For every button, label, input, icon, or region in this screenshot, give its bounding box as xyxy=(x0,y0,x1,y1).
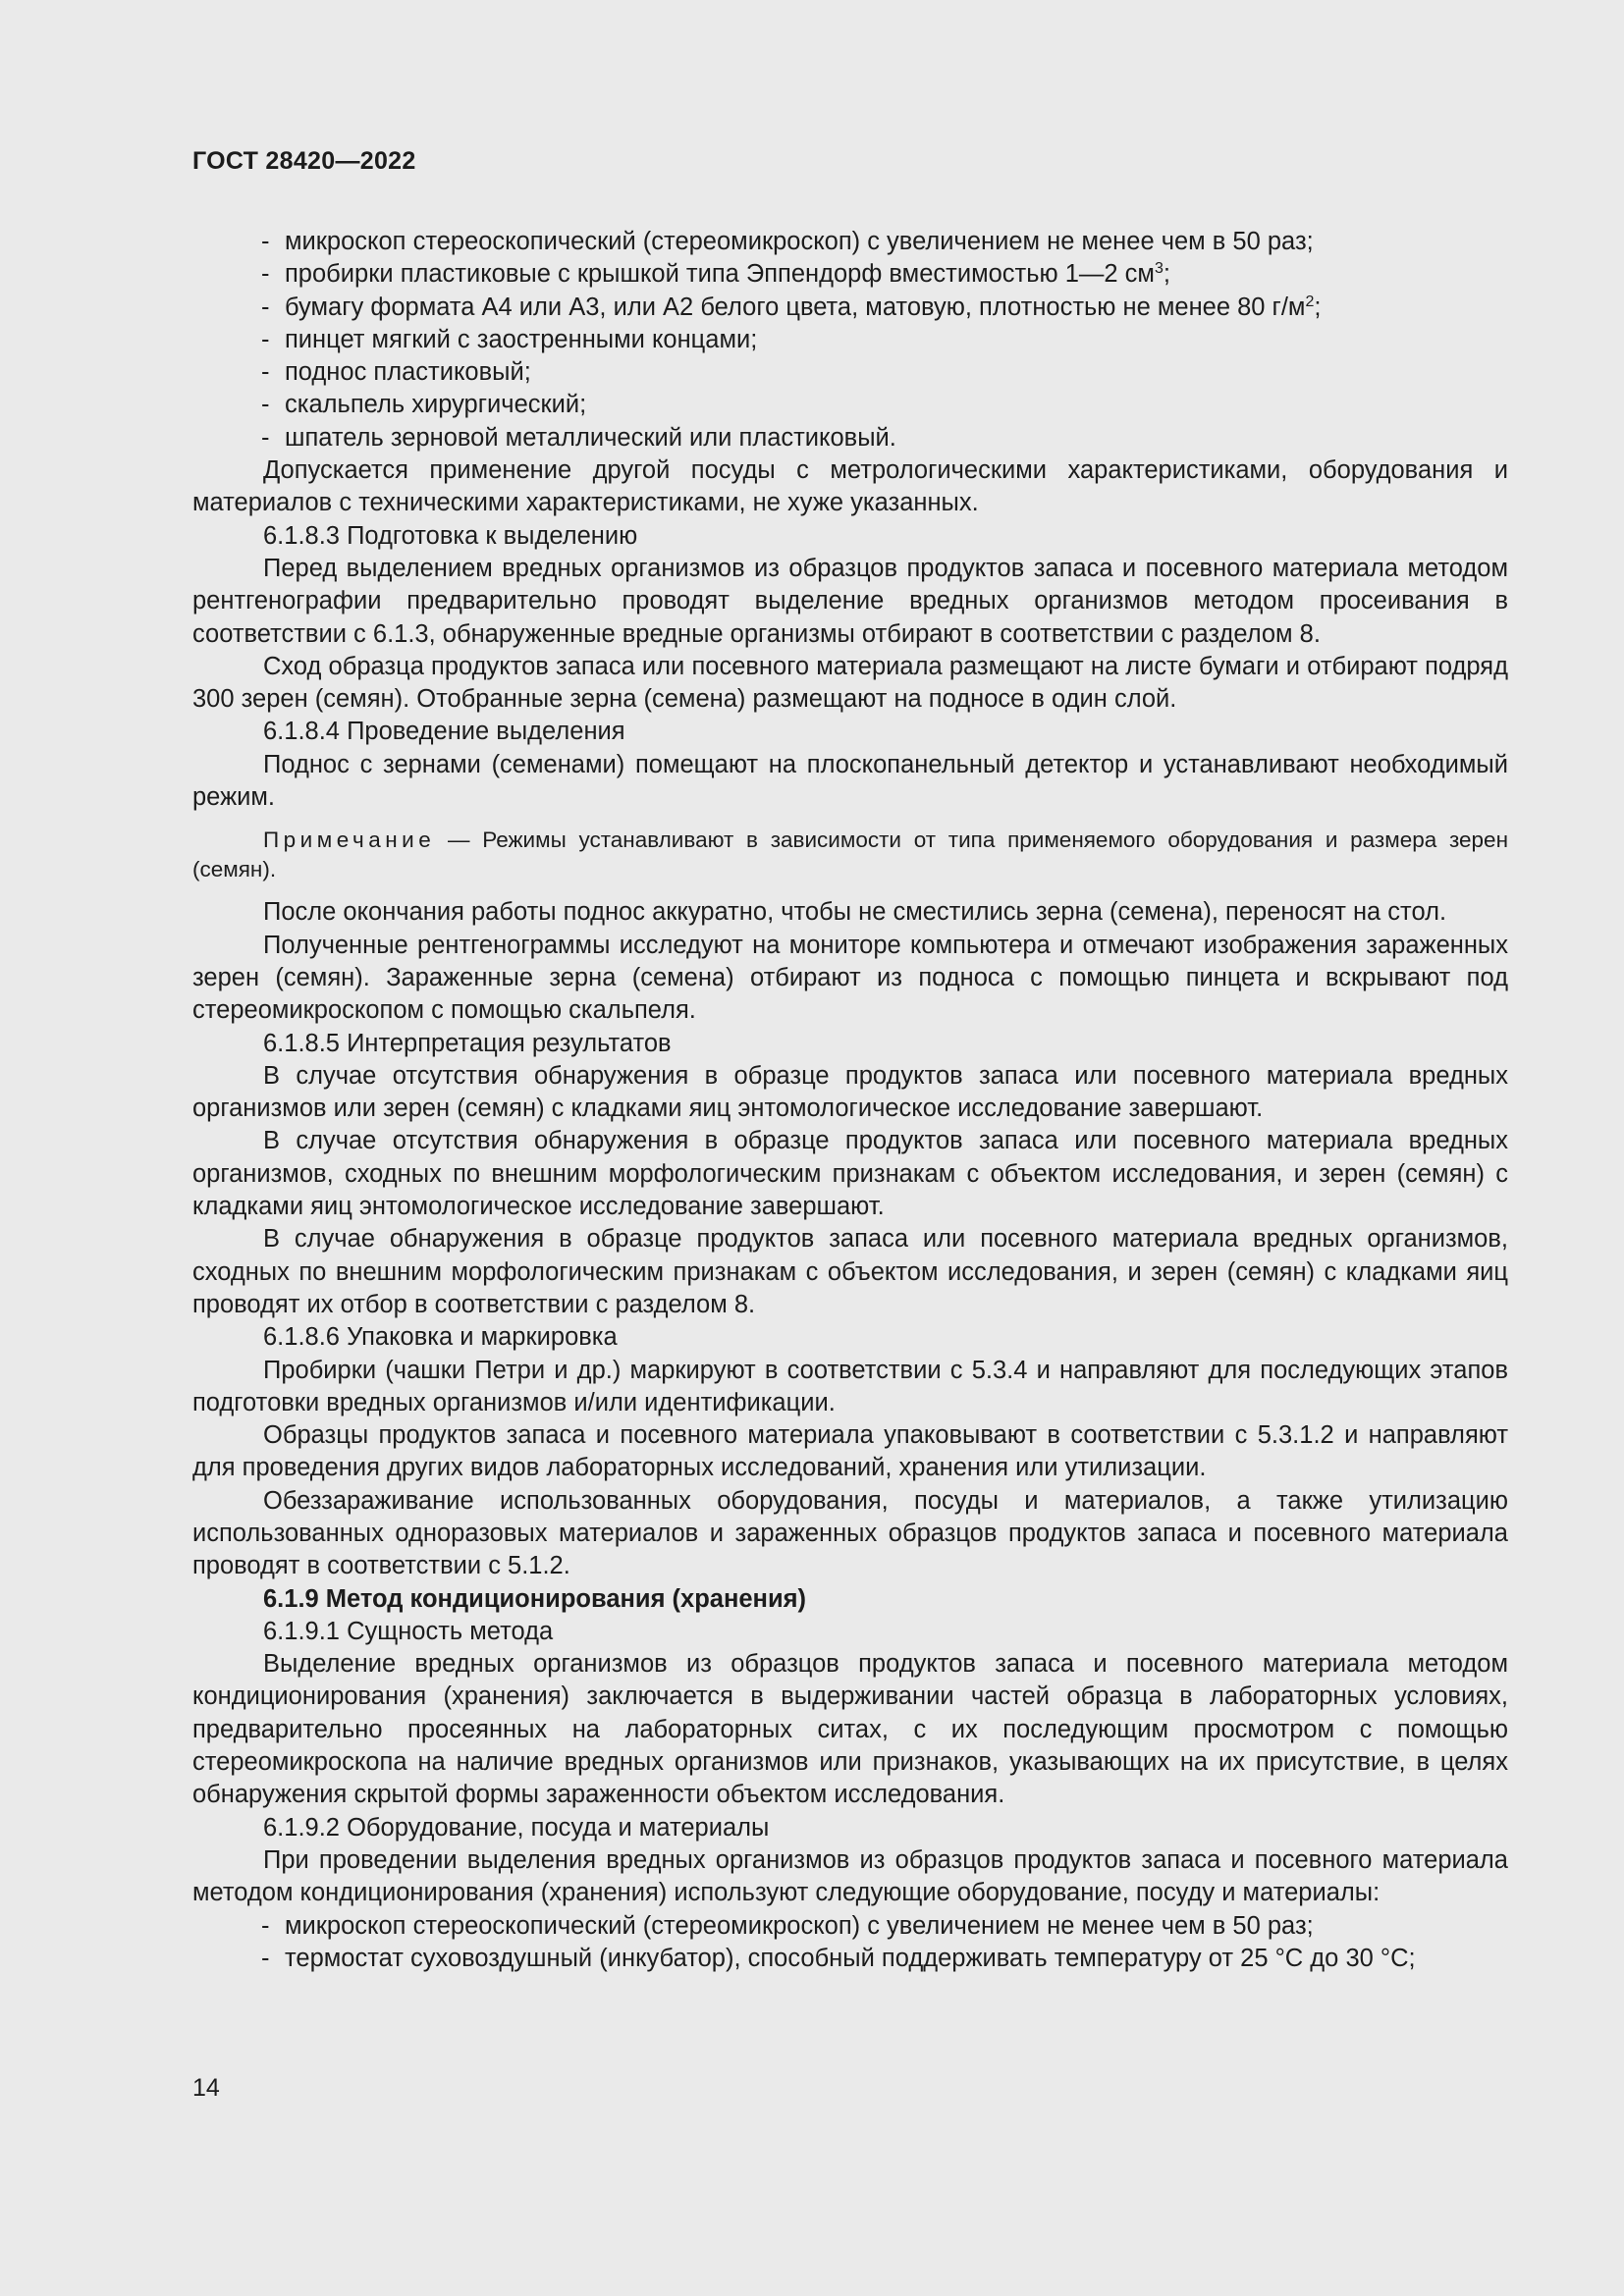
document-header: ГОСТ 28420—2022 xyxy=(192,147,416,175)
paragraph: Пробирки (чашки Петри и др.) маркируют в соответствии с 5.3.4 и направляют для последующих этапов подготовки вредных организмов и/или идентификации. xyxy=(192,1356,1508,1416)
section-heading: 6.1.8.6 Упаковка и маркировка xyxy=(263,1323,618,1352)
section-heading: 6.1.8.5 Интерпретация результатов xyxy=(263,1029,672,1057)
section-heading-bold: 6.1.9 Метод кондиционирования (хранения) xyxy=(263,1584,807,1613)
page-number: 14 xyxy=(192,2074,220,2102)
paragraph: После окончания работы поднос аккуратно, чтобы не сместились зерна (семена), переносят на стол. xyxy=(263,898,1447,927)
paragraph: В случае обнаружения в образце продуктов запаса или посевного материала вредных организмов, сходных по внешним морфологическим признакам с объектом исследования, и зерен (семян) с кладками яиц проводят их отбор в соответствии с разделом 8. xyxy=(192,1225,1508,1318)
paragraph: Образцы продуктов запаса и посевного материала упаковывают в соответствии с 5.3.1.2 и направляют для проведения других видов лабораторных исследований, хранения или утилизации. xyxy=(192,1421,1508,1482)
list-marker: - xyxy=(261,228,270,255)
list-item: - поднос пластиковый; xyxy=(192,356,1508,389)
section-heading: 6.1.8.3 Подготовка к выделению xyxy=(263,521,638,550)
list-item: - термостат суховоздушный (инкубатор), способный поддерживать температуру от 25 °С до 30 °С; xyxy=(192,1943,1508,1975)
list-marker: - xyxy=(261,1944,270,1972)
list-item: - пинцет мягкий с заостренными концами; xyxy=(192,324,1508,356)
list-item: - скальпель хирургический; xyxy=(192,389,1508,421)
list-marker: - xyxy=(261,1911,270,1940)
list-item: - бумагу формата А4 или А3, или А2 белого цвета, матовую, плотностью не менее 80 $г/м^2$; xyxy=(192,292,1508,324)
list-marker: - xyxy=(261,293,270,321)
paragraph: Выделение вредных организмов из образцов продуктов запаса и посевного материала методом кондиционирования (хранения) заключается в выдерживании частей образца в лабораторных условиях, предварительно просеянных на лабораторных ситах, с их последующим просмотром с помощью стереомикроскопа на наличие вредных организмов или признаков, указывающих на их присутствие, в целях обнаружения скрытой формы зараженности объектом исследования. xyxy=(192,1650,1508,1809)
paragraph: Полученные рентгенограммы исследуют на мониторе компьютера и отмечают изображения зараженных зерен (семян). Зараженные зерна (семена) отбирают из подноса с помощью пинцета и вскрывают под стереомикроскопом с помощью скальпеля. xyxy=(192,931,1508,1025)
section-heading: 6.1.9.1 Сущность метода xyxy=(263,1617,554,1645)
list-item: - микроскоп стереоскопический (стереомикроскоп) с увеличением не менее чем в 50 раз; xyxy=(192,1910,1508,1943)
list-marker: - xyxy=(261,260,270,289)
paragraph: Обеззараживание использованных оборудования, посуды и материалов, а также утилизацию использованных одноразовых материалов и зараженных образцов продуктов запаса и посевного материала проводят в соответствии с 5.1.2. xyxy=(192,1486,1508,1580)
section-heading: 6.1.8.4 Проведение выделения xyxy=(263,718,625,746)
document-body xyxy=(192,226,1508,1975)
paragraph: При проведении выделения вредных организмов из образцов продуктов запаса и посевного материала методом кондиционирования (хранения) используют следующие оборудование, посуду и материалы: xyxy=(192,1845,1508,1907)
paragraph: В случае отсутствия обнаружения в образце продуктов запаса или посевного материала вредных организмов, сходных по внешним морфологическим признакам с объектом исследования, и зерен (семян) с кладками яиц энтомологическое исследование завершают. xyxy=(192,1127,1508,1221)
list-marker: - xyxy=(261,325,270,353)
list-item: - микроскоп стереоскопический (стереомикроскоп) с увеличением не менее чем в 50 раз; xyxy=(192,226,1508,258)
list-marker: - xyxy=(261,391,270,419)
list-marker: - xyxy=(261,423,270,452)
list-item: - пробирки пластиковые с крышкой типа Эппендорф вместимостью 1—2 $см^3$; xyxy=(192,258,1508,291)
section-heading: 6.1.9.2 Оборудование, посуда и материалы xyxy=(263,1813,770,1842)
note xyxy=(192,826,1508,884)
list-item: - шпатель зерновой металлический или пластиковый. xyxy=(192,422,1508,454)
paragraph: Сход образца продуктов запаса или посевного материала размещают на листе бумаги и отбирают подряд 300 зерен (семян). Отобранные зерна (семена) размещают на подносе в один слой. xyxy=(192,652,1508,714)
list-marker: - xyxy=(261,358,270,387)
paragraph: Допускается применение другой посуды с метрологическими характеристиками, оборудования и материалов с техническими характеристиками, не хуже указанных. xyxy=(192,456,1508,517)
paragraph: В случае отсутствия обнаружения в образце продуктов запаса или посевного материала вредных организмов или зерен (семян) с кладками яиц энтомологическое исследование завершают. xyxy=(192,1061,1508,1123)
paragraph: Перед выделением вредных организмов из образцов продуктов запаса и посевного материала методом рентгенографии предварительно проводят выделение вредных организмов методом просеивания в соответствии с 6.1.3, обнаруженные вредные организмы отбирают в соответствии с разделом 8. xyxy=(192,554,1508,648)
note-label: Примечание xyxy=(263,828,436,853)
paragraph: Поднос с зернами (семенами) помещают на плоскопанельный детектор и устанавливают необходимый режим. xyxy=(192,750,1508,812)
note-text: — Режимы устанавливают в зависимости от типа применяемого оборудования и размера зерен (семян). xyxy=(192,828,1508,882)
